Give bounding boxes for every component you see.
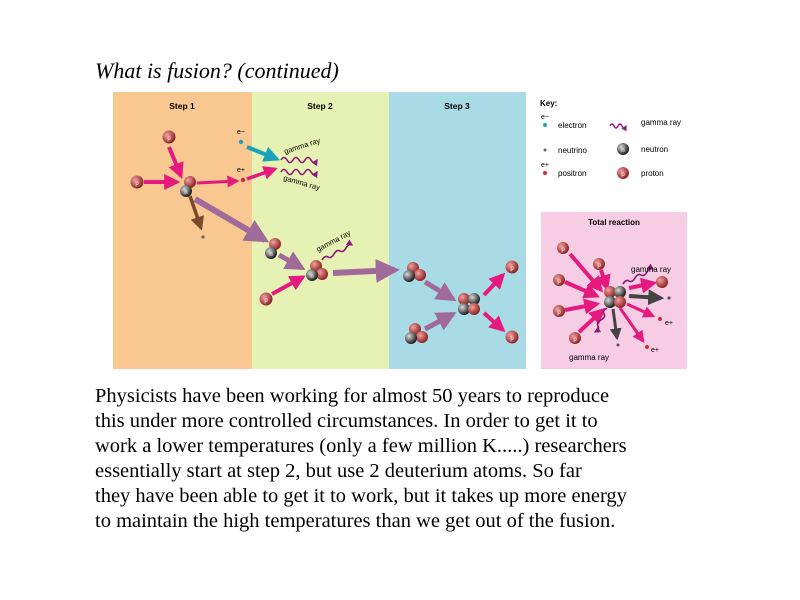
body-paragraph xyxy=(95,384,735,534)
gamma-ray-label: gamma ray xyxy=(282,135,322,156)
positron xyxy=(241,178,245,182)
step-1-panel xyxy=(113,92,252,369)
proton-symbol: p xyxy=(510,266,514,272)
total-reaction-title: Total reaction xyxy=(588,218,640,227)
gamma-ray-icon xyxy=(610,124,626,128)
fusion-diagram xyxy=(113,92,703,370)
paragraph-line: to maintain the high temperatures than we get out of the fusion. xyxy=(95,510,616,532)
electron-icon xyxy=(543,123,547,127)
proton xyxy=(557,242,569,254)
step-3-label: Step 3 xyxy=(444,101,470,111)
proton xyxy=(260,293,273,306)
legend-gamma-label: gamma ray xyxy=(641,118,682,127)
proton-symbol: p xyxy=(557,310,561,316)
positron xyxy=(645,345,649,349)
positron-icon xyxy=(543,171,547,175)
legend-neutron-label: neutron xyxy=(641,145,669,154)
proton xyxy=(569,332,581,344)
paragraph-line: they have been able to get it to work, but it takes up more energy xyxy=(95,485,627,507)
gamma-ray-label: gamma ray xyxy=(631,265,672,274)
proton-symbol: p xyxy=(597,263,601,269)
proton-symbol: p xyxy=(264,298,268,304)
legend xyxy=(540,99,681,179)
legend-neutron-symbol: n xyxy=(621,148,625,154)
positron-arrow xyxy=(197,181,237,183)
gamma-ray-label: gamma ray xyxy=(314,228,353,254)
neutrino xyxy=(201,235,204,238)
legend-electron-label: electron xyxy=(558,121,587,130)
legend-title: Key: xyxy=(540,99,558,108)
positron-symbol: e+ xyxy=(651,347,659,354)
neutron-symbol: n xyxy=(310,274,314,280)
gamma-ray-label: gamma ray xyxy=(569,353,610,362)
legend-proton-label: proton xyxy=(641,169,664,178)
proton xyxy=(163,131,176,144)
legend-electron-symbol: e− xyxy=(541,114,549,121)
legend-proton-symbol: p xyxy=(621,172,625,178)
proton xyxy=(553,274,565,286)
proton xyxy=(656,276,668,288)
proton-symbol: p xyxy=(510,336,514,342)
legend-positron-label: positron xyxy=(558,169,587,178)
neutrino xyxy=(617,344,620,347)
electron xyxy=(239,140,243,144)
proton-symbol: p xyxy=(561,247,565,253)
positron-symbol: e+ xyxy=(237,167,245,174)
slide-title: What is fusion? (continued) xyxy=(95,58,339,83)
neutrino-icon xyxy=(544,149,547,152)
step-1-label: Step 1 xyxy=(169,101,195,111)
proton xyxy=(593,258,605,270)
proton-symbol: p xyxy=(167,136,171,142)
legend-positron-symbol: e+ xyxy=(541,162,549,169)
gamma-ray-label: gamma ray xyxy=(282,173,321,193)
neutrino-arrow xyxy=(629,296,661,298)
proton xyxy=(506,261,519,274)
paragraph-line: essentially start at step 2, but use 2 deuterium atoms. So far xyxy=(95,460,582,482)
positron-symbol: e+ xyxy=(665,320,673,327)
helium-3-arrow xyxy=(333,270,395,273)
paragraph-line: this under more controlled circumstances. In order to get it to xyxy=(95,410,598,432)
neutron-symbol: n xyxy=(269,252,273,258)
proton-symbol: p xyxy=(557,279,561,285)
legend-neutrino-label: neutrino xyxy=(558,146,587,155)
step-2-label: Step 2 xyxy=(307,101,333,111)
total-reaction-panel xyxy=(541,212,687,369)
paragraph-line: Physicists have been working for almost 50 years to reproduce xyxy=(95,385,610,407)
proton xyxy=(506,331,519,344)
proton-symbol: p xyxy=(573,337,577,343)
electron-symbol: e− xyxy=(237,129,245,136)
proton xyxy=(553,305,565,317)
proton xyxy=(131,176,144,189)
paragraph-line: work a lower temperatures (only a few million K.....) researchers xyxy=(95,435,627,457)
proton-symbol: p xyxy=(135,181,139,187)
neutrino xyxy=(667,296,670,299)
positron xyxy=(658,317,662,321)
step-2-panel xyxy=(252,92,389,369)
neutron-symbol: n xyxy=(184,190,188,196)
